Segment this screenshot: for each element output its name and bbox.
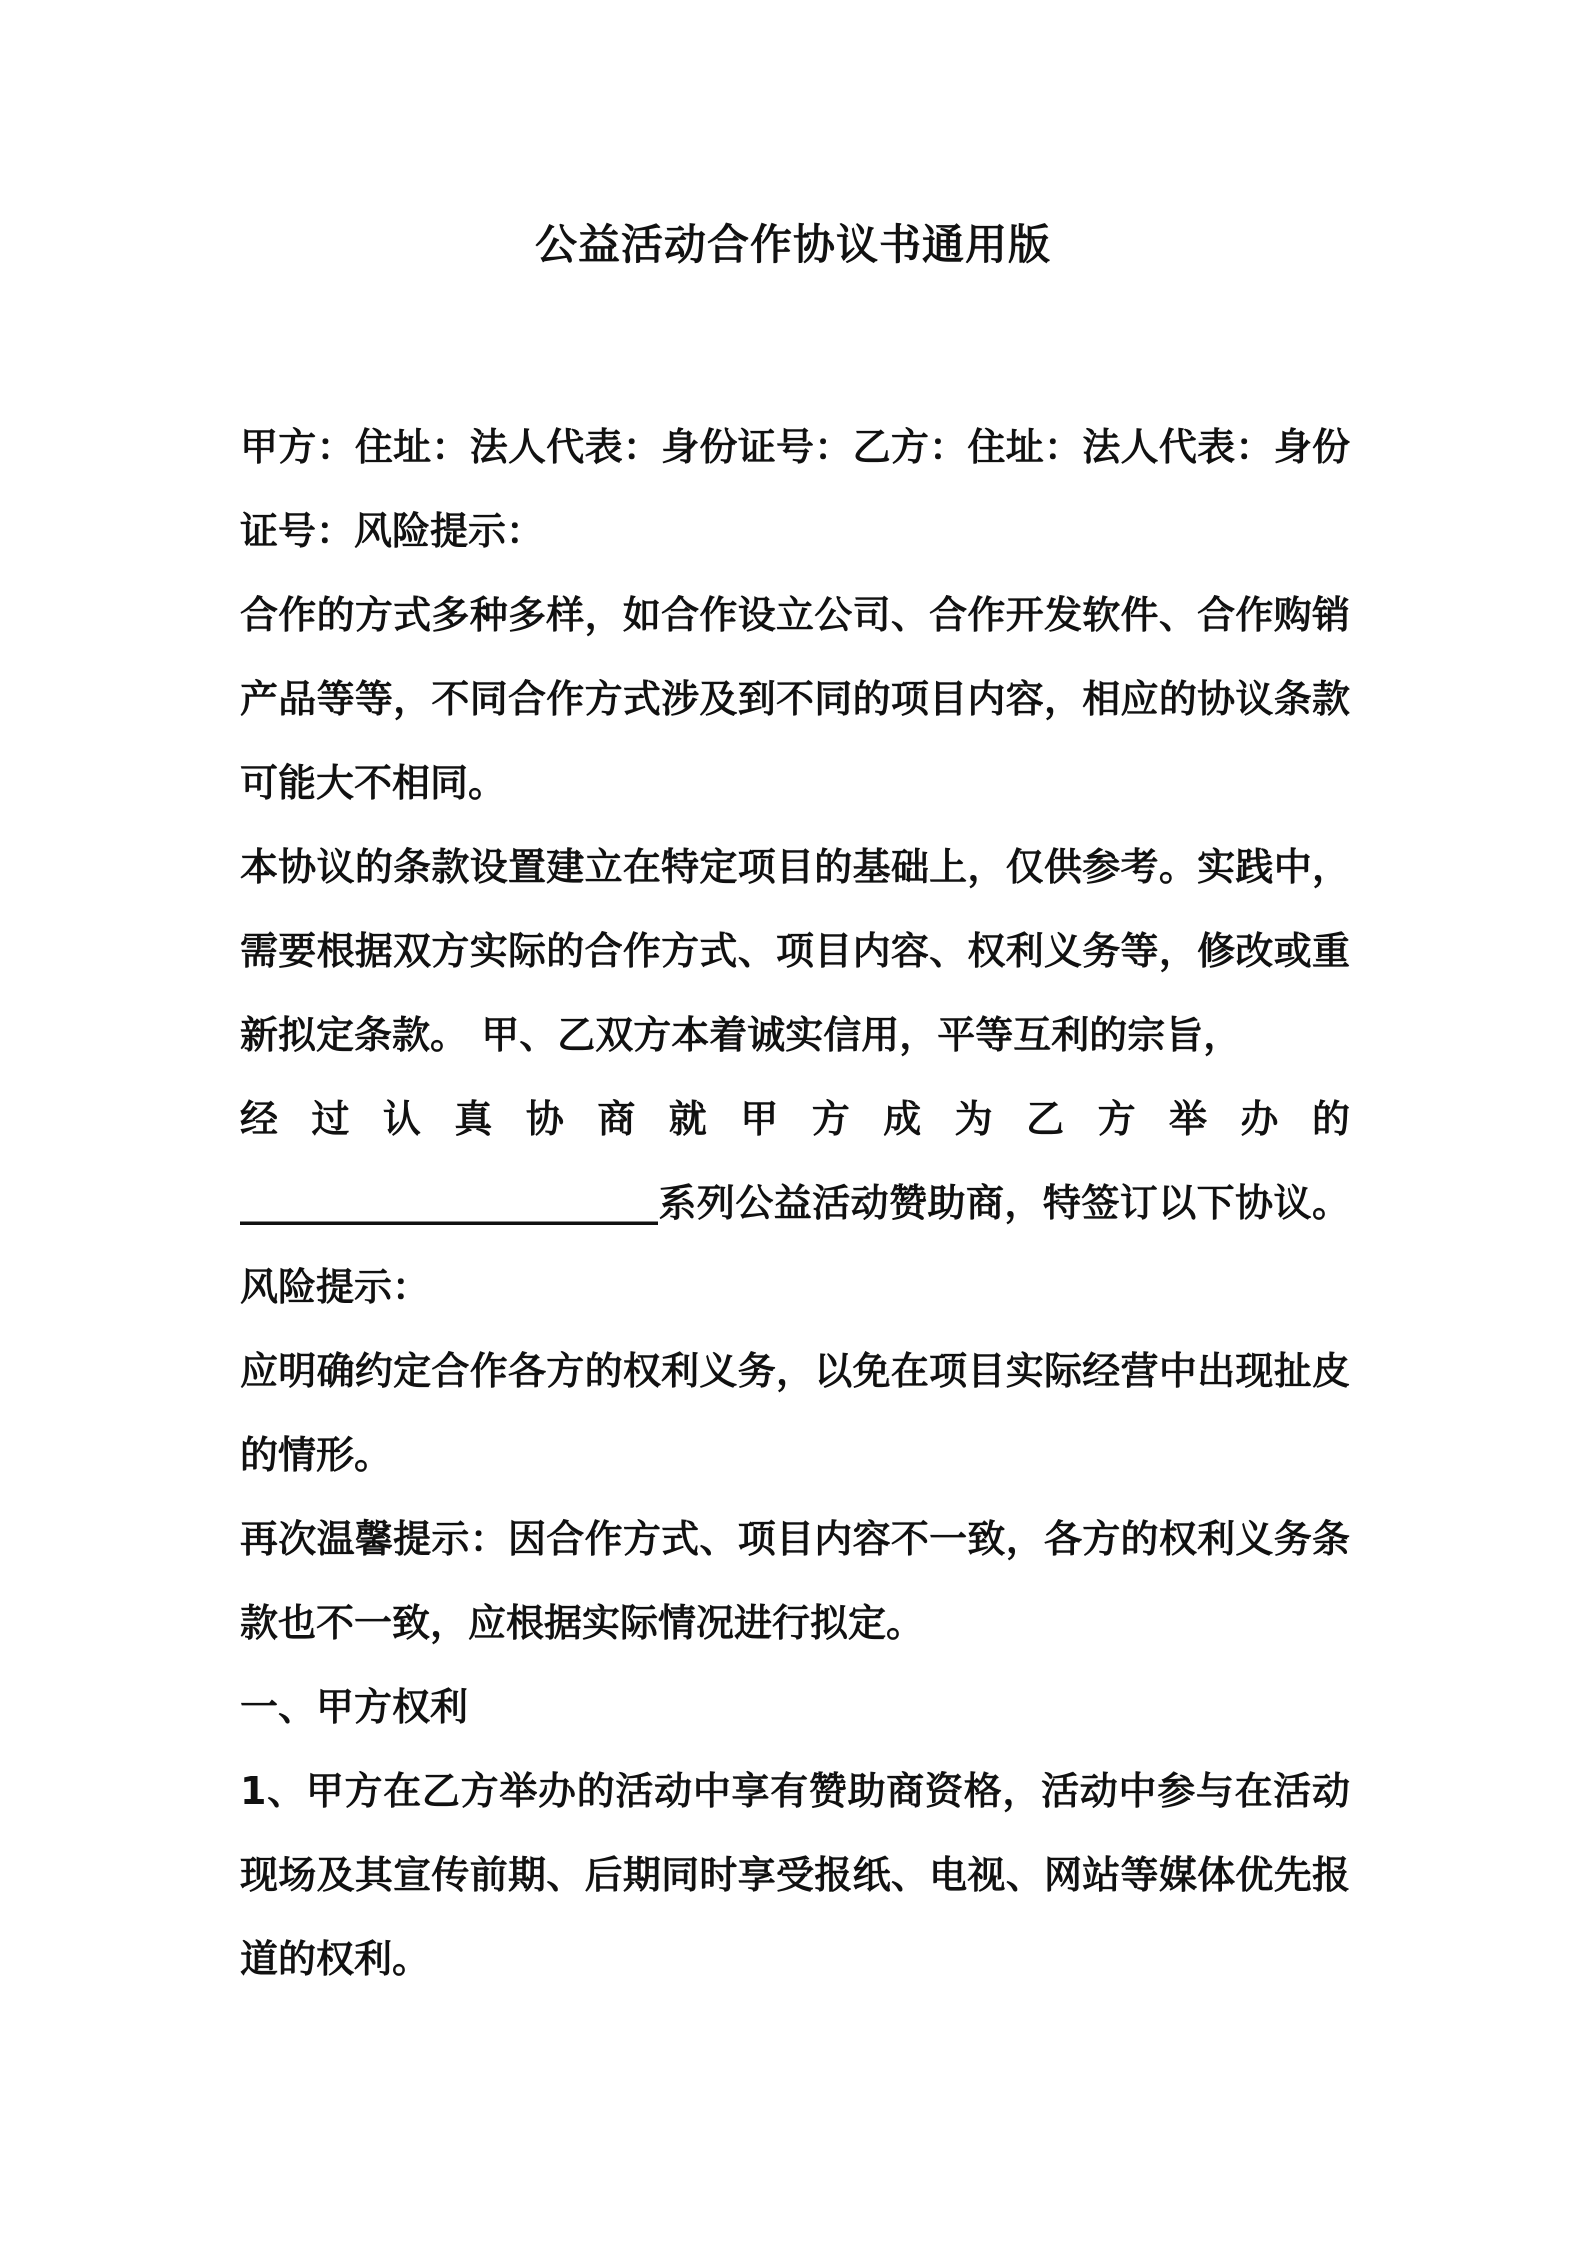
document-title: 公益活动合作协议书通用版: [534, 220, 1051, 269]
cooperation-methods-paragraph: 合作的方式多种多样，如合作设立公司、合作开发软件、合作购销产品等等，不同合作方式涉及到不同的项目内容，相应的协议条款可能大不相同。: [240, 593, 1350, 805]
rights-obligations-paragraph: 应明确约定合作各方的权利义务，以免在项目实际经营中出现扯皮的情形。: [240, 1349, 1350, 1477]
parties-paragraph: 甲方：住址：法人代表：身份证号：乙方：住址：法人代表：身份证号：风险提示：: [240, 425, 1350, 553]
reference-only-paragraph: 本协议的条款设置建立在特定项目的基础上，仅供参考。实践中，需要根据双方实际的合作方式、项目内容、权利义务等，修改或重新拟定条款。 甲、乙双方本着诚实信用，平等互利的宗旨，: [240, 845, 1350, 1057]
reminder-paragraph: 再次温馨提示：因合作方式、项目内容不一致，各方的权利义务条款也不一致，应根据实际情况进行拟定。: [240, 1517, 1350, 1645]
sponsor-line: ______________________系列公益活动赞助商，特签订以下协议。风险提示：: [240, 1181, 1350, 1309]
clause-paragraph: 1、甲方在乙方举办的活动中享有赞助商资格，活动中参与在活动现场及其宣传前期、后期同时享受报纸、电视、网站等媒体优先报道的权利。: [240, 1769, 1350, 1981]
section-heading: 一、甲方权利: [240, 1685, 469, 1729]
document-body: [240, 405, 1350, 2001]
negotiation-line: 经过认真协商就甲方成为乙方举办的: [240, 1097, 1350, 1141]
